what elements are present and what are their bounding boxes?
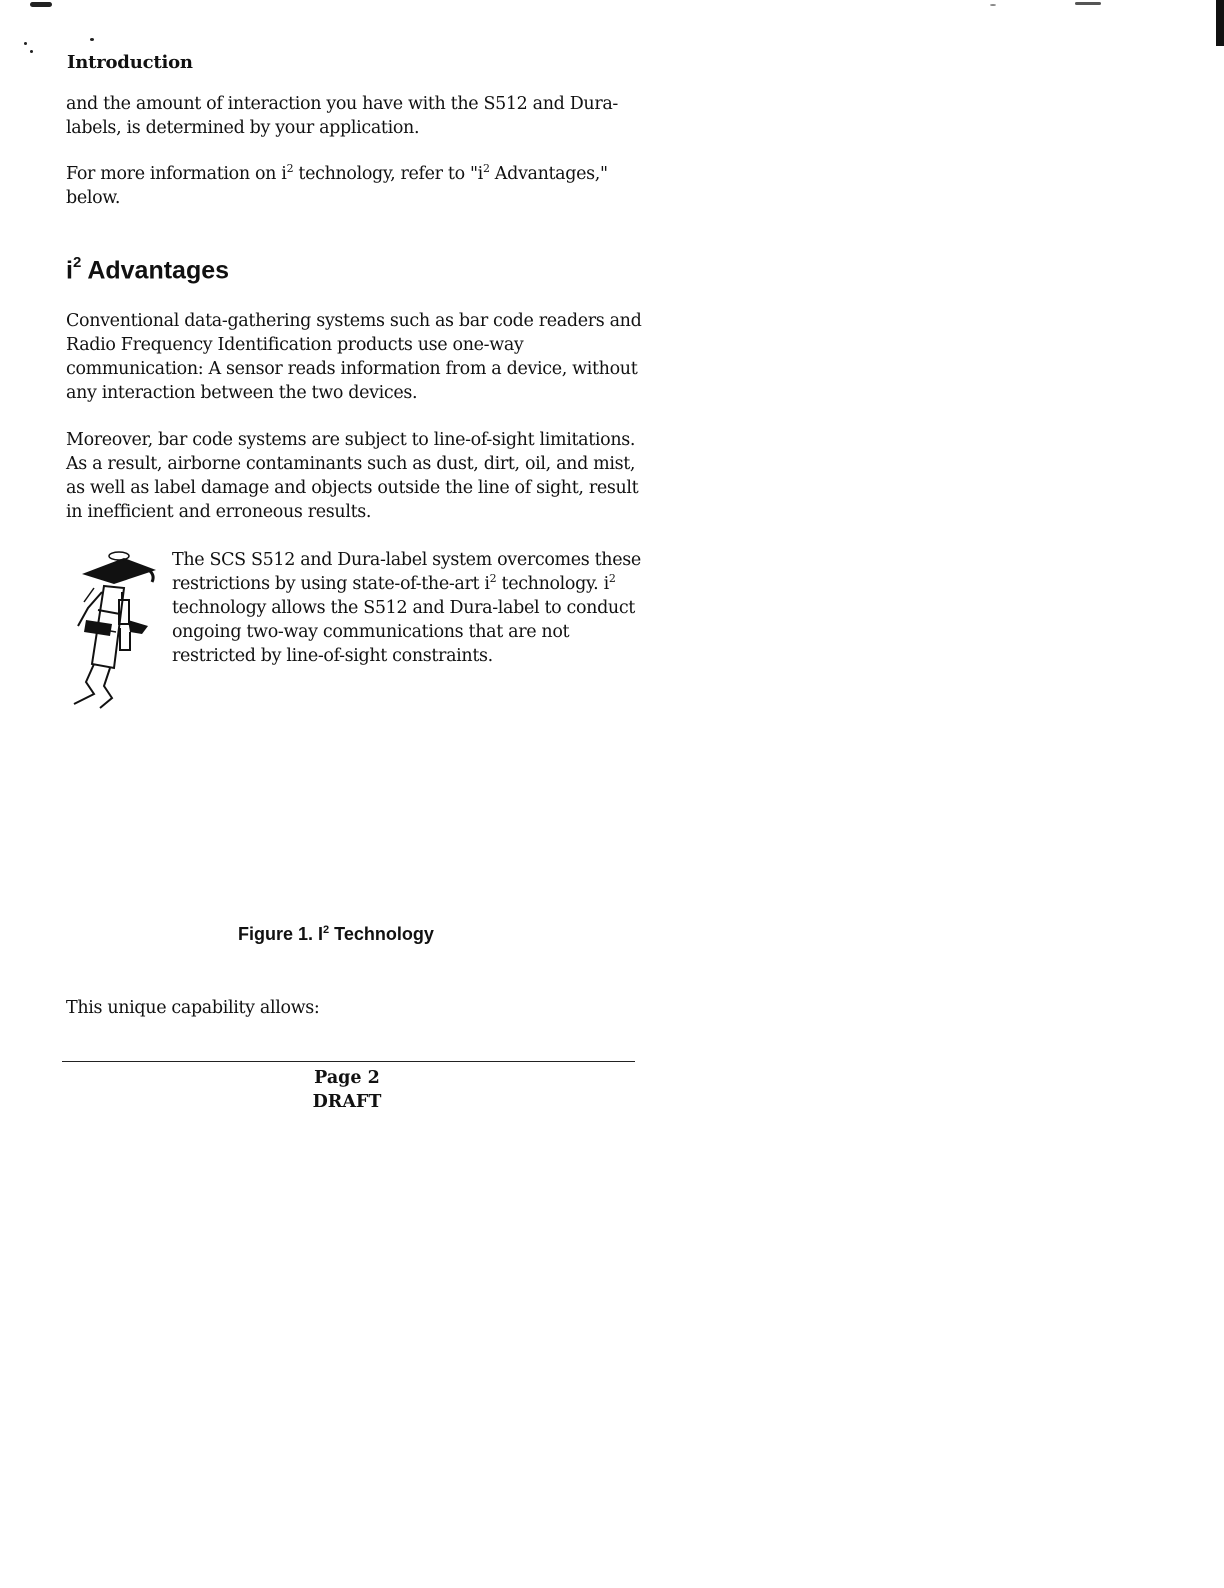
draft-label: DRAFT (312, 1092, 382, 1112)
scan-speck (30, 50, 33, 53)
advantages-heading: $i^2$ Advantages (66, 254, 230, 285)
scan-speck (24, 42, 27, 45)
section-header: Introduction (67, 52, 193, 73)
scan-speck (1075, 2, 1101, 5)
intro-paragraph-1: and the amount of interaction you have with the S512 and Dura-labels, is determined by your application. (66, 94, 618, 138)
figure-caption: Figure 1. $I^2$ Technology (238, 924, 434, 944)
scan-speck (30, 2, 52, 7)
footer-divider (62, 1061, 635, 1062)
page-number: Page 2 (314, 1068, 380, 1088)
advantages-paragraph-2: Moreover, bar code systems are subject to line-of-sight limitations. As a result, airborne contaminants such as dust, dirt, oil, and mist, as well as label damage and objects outside the line of sight, result in inefficient and erroneous results. (66, 430, 639, 522)
figure-description-paragraph: The SCS S512 and Dura-label system overcomes these restrictions by using state-of-the-art $i^2$ technology. $i^2$ technology allows the S512 and Dura-label to conduct ongoing two-way communications that are not restricted by line-of-sight constraints. (172, 550, 641, 666)
scan-speck (990, 4, 996, 6)
closing-paragraph: This unique capability allows: (66, 998, 320, 1018)
graduate-figure-icon (64, 548, 164, 718)
intro-paragraph-2: For more information on $i^2$ technology, refer to "$i^2$ Advantages," below. (66, 162, 608, 208)
scan-edge-bar (1216, 0, 1224, 46)
scan-speck (90, 38, 94, 41)
advantages-paragraph-1: Conventional data-gathering systems such as bar code readers and Radio Frequency Identification products use one-way communication: A sensor reads information from a device, without any interaction between the two devices. (66, 311, 642, 403)
